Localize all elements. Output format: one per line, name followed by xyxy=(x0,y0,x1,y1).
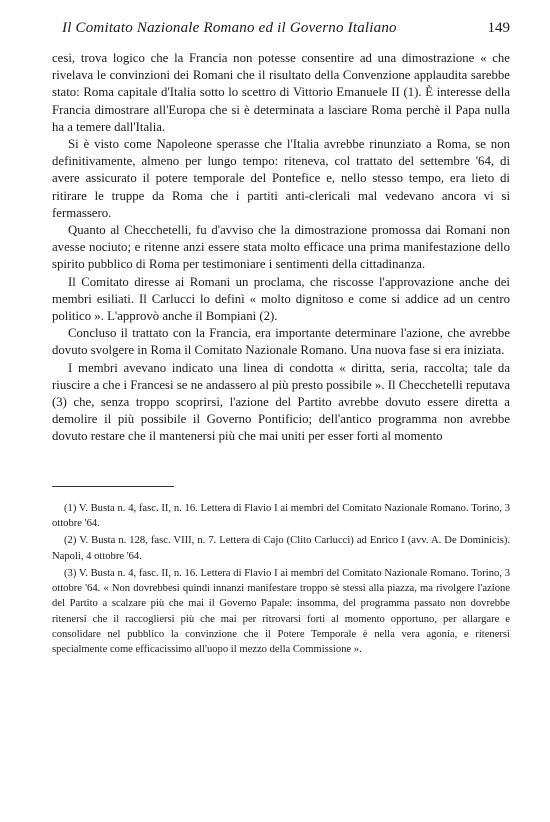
body-text xyxy=(52,50,510,446)
body-paragraph: Il Comitato diresse ai Romani un proclama, che riscosse l'approvazione anche dei membri esiliati. Il Carlucci lo definì « molto dignitoso e come si addice ad un centro politico ». L'approvò anche il Bompiani (2). xyxy=(52,274,510,324)
body-paragraph: Concluso il trattato con la Francia, era importante determinare l'azione, che avrebbe dovuto svolgere in Roma il Comitato Nazionale Romano. Una nuova fase si era iniziata. xyxy=(52,326,510,358)
page-number: 149 xyxy=(487,20,510,36)
body-paragraph: Quanto al Checchetelli, fu d'avviso che la dimostrazione promossa dai Romani non avesse nociuto; e ritenne anzi essere stata molto efficace una prima manifestazione dello spirito pubblico di Roma per testimoniare i sentimenti della cittadinanza. xyxy=(52,223,510,272)
body-paragraph: cesi, trova logico che la Francia non potesse consentire ad una dimostrazione « che rivelava le convinzioni dei Romani che il risultato della Convenzione applaudita sarebbe stato: Roma capitale d'Italia sotto lo scettro di Vittorio Emanuele II (1). È interesse della Francia dimostrare all'Europa che si è determinata a lasciare Roma perchè il Papa nulla ha a temere dall'Italia. xyxy=(52,51,510,134)
body-paragraph: I membri avevano indicato una linea di condotta « diritta, seria, raccolta; tale da riuscire a che i Francesi se ne andassero al più presto possibile ». Il Checchetelli reputava (3) che, senza troppo scoprirsi, l'azione del Partito avrebbe dovuto essere diretta a demolire il più possibile il Governo Pontificio; dell'antico programma non avrebbe dovuto restare che il mantenersi più che mai uniti per esser forti al momento xyxy=(52,360,510,444)
footnote-divider xyxy=(52,486,174,487)
footnote: (1) V. Busta n. 4, fasc. II, n. 16. Lettera di Flavio I ai membri del Comitato Nazionale Romano. Torino, 3 ottobre '64. xyxy=(52,502,510,529)
footnote: (3) V. Busta n. 4, fasc. II, n. 16. Lettera di Flavio I ai membri del Comitato Nazionale Romano. Torino, 3 ottobre '64. « Non dovrebbesi quindi innanzi manifestare troppo sè stessi alla piazza, ma rivolgere l'azione del Partito a scalzare più che mai il Governo Papale: insomma, del programma passato non dovrebbe ritenersi che il raccogliersi più che mai per ritrovarsi forti al momento opportuno, per allargare e consolidare nel pubblico la convinzione che il Potere Temporale è nella vera agonia, e ritenersi specialmente come efficacissimo all'uopo il mezzo della Commissione ». xyxy=(52,567,510,656)
footnote: (2) V. Busta n. 128, fasc. VIII, n. 7. Lettera di Cajo (Clito Carlucci) ad Enrico I (avv. A. De Dominicis). Napoli, 4 ottobre '64. xyxy=(52,535,510,562)
footnotes xyxy=(52,501,510,658)
running-title: Il Comitato Nazionale Romano ed il Governo Italiano xyxy=(62,20,397,36)
page-header xyxy=(52,20,510,42)
body-paragraph: Si è visto come Napoleone sperasse che l'Italia avrebbe rinunziato a Roma, se non definitivamente, almeno per lungo tempo: riteneva, col trattato del settembre '64, di avere assicurato il potere temporale del Pontefice e, nello stesso tempo, era lieto di ritirare le truppe da Roma che i partiti anti-clericali mal vedevano ancora vi si fermassero. xyxy=(52,137,510,220)
